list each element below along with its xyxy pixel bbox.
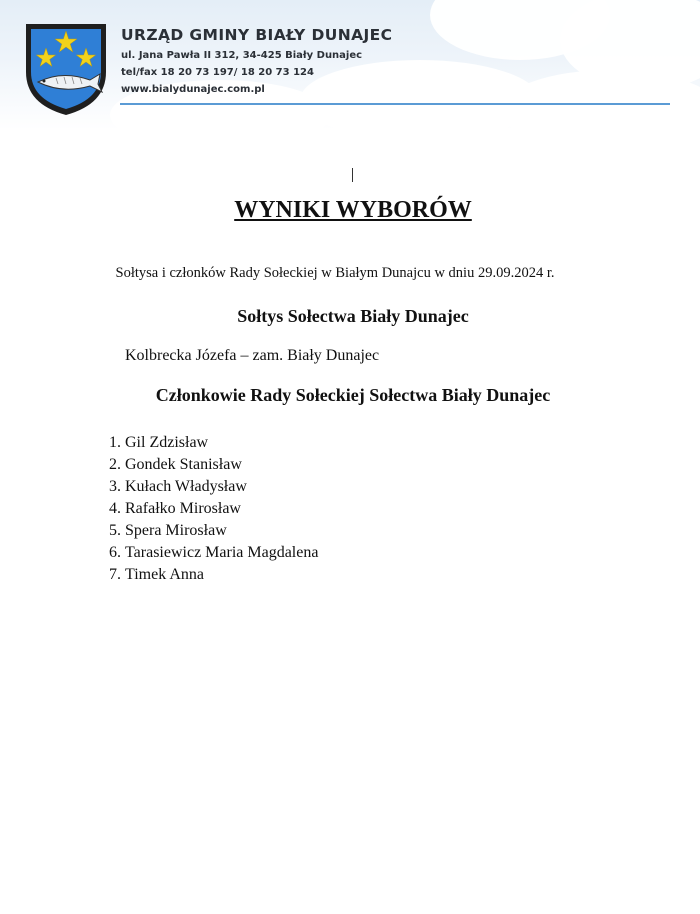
list-number: 5. xyxy=(109,522,121,539)
letterhead-text xyxy=(121,26,392,101)
list-item xyxy=(109,564,318,586)
list-number: 4. xyxy=(109,500,121,517)
member-name: Gil Zdzisław xyxy=(125,434,209,451)
list-item xyxy=(109,498,318,520)
list-item xyxy=(109,520,318,542)
header-divider xyxy=(120,103,670,105)
member-name: Gondek Stanisław xyxy=(125,456,242,473)
list-item xyxy=(109,542,319,564)
member-name: Rafałko Mirosław xyxy=(125,500,241,517)
document-title: WYNIKI WYBORÓW xyxy=(234,197,472,223)
document-subtitle: Sołtysa i członków Rady Sołeckiej w Białym Dunajcu w dniu 29.09.2024 r. xyxy=(115,265,555,281)
org-website: www.bialydunajec.com.pl xyxy=(121,84,265,95)
soltys-heading: Sołtys Sołectwa Biały Dunajec xyxy=(237,306,469,326)
text-cursor xyxy=(352,168,353,182)
list-number: 2. xyxy=(109,456,121,473)
org-phone: tel/fax 18 20 73 197/ 18 20 73 124 xyxy=(121,67,314,78)
member-name: Spera Mirosław xyxy=(125,522,227,539)
list-item xyxy=(109,476,318,498)
council-heading: Członkowie Rady Sołeckiej Sołectwa Biały Dunajec xyxy=(155,385,551,405)
council-members-list xyxy=(109,432,319,586)
soltys-name: Kolbrecka Józefa – zam. Biały Dunajec xyxy=(125,347,380,364)
member-name: Timek Anna xyxy=(125,566,204,583)
list-number: 6. xyxy=(109,544,121,561)
list-item xyxy=(109,432,318,454)
org-name: URZĄD GMINY BIAŁY DUNAJEC xyxy=(121,26,393,44)
member-name: Tarasiewicz Maria Magdalena xyxy=(125,544,319,561)
list-number: 3. xyxy=(109,478,121,495)
list-number: 7. xyxy=(109,566,121,583)
coat-of-arms-icon xyxy=(22,20,110,118)
org-address: ul. Jana Pawła II 312, 34-425 Biały Dunajec xyxy=(121,50,363,61)
list-item xyxy=(109,454,318,476)
member-name: Kułach Władysław xyxy=(125,478,247,495)
list-number: 1. xyxy=(109,434,121,451)
